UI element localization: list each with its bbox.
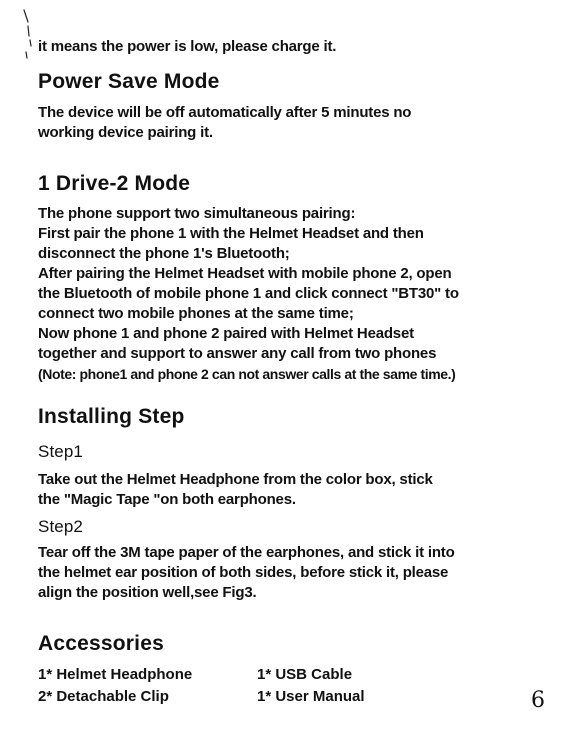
drive-mode-line: connect two mobile phones at the same time;: [38, 305, 354, 322]
step1-line: the "Magic Tape "on both earphones.: [38, 491, 296, 508]
intro-line: it means the power is low, please charge it.: [38, 38, 337, 55]
drive-mode-line: First pair the phone 1 with the Helmet Headset and then: [38, 225, 424, 242]
drive-mode-line: the Bluetooth of mobile phone 1 and click connect "BT30" to: [38, 285, 459, 302]
step1-label: Step1: [38, 442, 83, 461]
drive-mode-line: After pairing the Helmet Headset with mobile phone 2, open: [38, 265, 452, 282]
step1-line: Take out the Helmet Headphone from the color box, stick: [38, 471, 433, 488]
accessory-item: 1* USB Cable: [257, 666, 353, 683]
drive-mode-line: disconnect the phone 1's Bluetooth;: [38, 245, 290, 262]
power-save-heading: Power Save Mode: [38, 70, 220, 93]
drive-mode-line: together and support to answer any call from two phones: [38, 345, 437, 362]
step2-line: the helmet ear position of both sides, before stick it, please: [38, 564, 449, 581]
step2-paragraph: [38, 543, 548, 603]
drive-mode-line: Now phone 1 and phone 2 paired with Helmet Headset: [38, 325, 414, 342]
drive-mode-line: The phone support two simultaneous pairing:: [38, 205, 356, 222]
installing-heading: Installing Step: [38, 405, 185, 428]
accessories-heading: Accessories: [38, 632, 164, 655]
drive-mode-heading: 1 Drive-2 Mode: [38, 172, 191, 195]
accessories-left-column: [38, 664, 192, 708]
page-number: 6: [531, 688, 545, 713]
power-save-line: working device pairing it.: [38, 124, 213, 141]
step1-paragraph: [38, 470, 548, 510]
drive-mode-note-line: (Note: phone1 and phone 2 can not answer calls at the same time.): [38, 366, 456, 382]
drive-mode-paragraph: [38, 204, 548, 384]
accessory-item: 2* Detachable Clip: [38, 688, 169, 705]
step2-line: Tear off the 3M tape paper of the earphones, and stick it into: [38, 544, 455, 561]
step2-line: align the position well,see Fig3.: [38, 584, 257, 601]
accessory-item: 1* User Manual: [257, 688, 365, 705]
accessory-item: 1* Helmet Headphone: [38, 666, 193, 683]
power-save-line: The device will be off automatically after 5 minutes no: [38, 104, 412, 121]
step2-label: Step2: [38, 517, 83, 536]
power-save-paragraph: [38, 103, 548, 143]
pen-mark-decoration: [22, 8, 38, 62]
accessories-right-column: [257, 664, 365, 708]
